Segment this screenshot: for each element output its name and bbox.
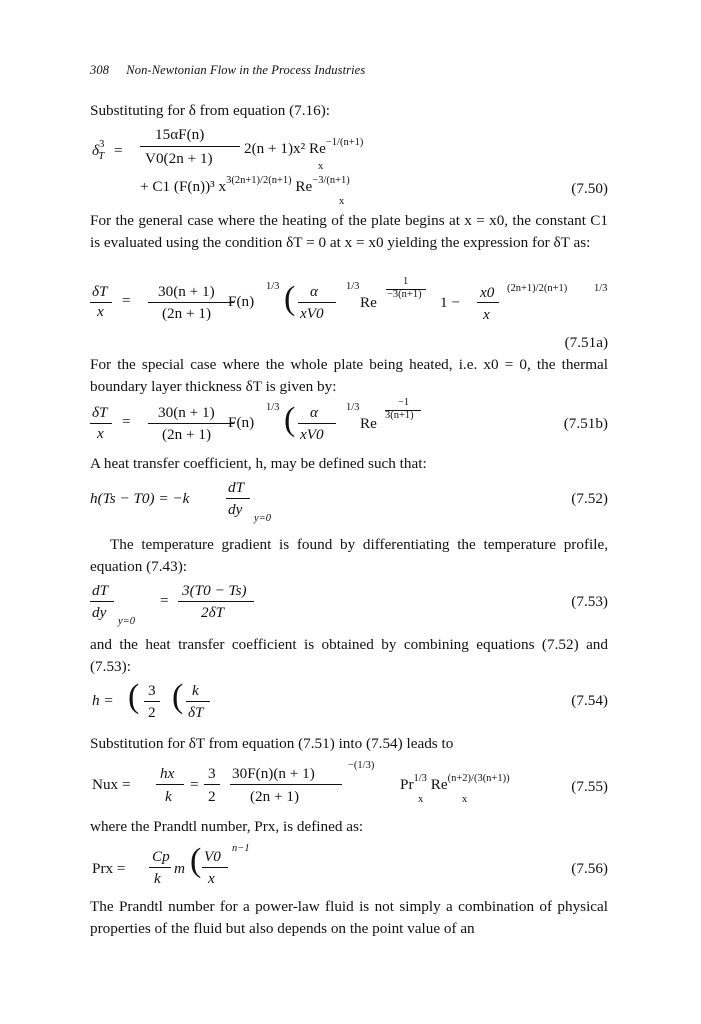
sub-x: x	[418, 794, 424, 805]
xv0: xV0	[300, 305, 324, 322]
xv0: xV0	[300, 426, 324, 443]
frac-num: 3	[148, 682, 156, 699]
eq-number-7-52: (7.52)	[571, 490, 608, 507]
frac-num: 3	[208, 765, 216, 782]
eq-7-53-num: dT	[92, 582, 109, 599]
fraction-bar	[477, 302, 499, 303]
sup: 3(2n+1)/2(n+1)	[226, 175, 292, 186]
paragraph-temperature-gradient: The temperature gradient is found by differentiating the temperature profile, equation (7.43):	[90, 536, 608, 575]
frac-num: hx	[160, 765, 175, 782]
re: Re	[360, 415, 377, 432]
one-minus: 1 −	[440, 294, 460, 311]
paragraph-combining: and the heat transfer coefficient is obtained by combining equations (7.52) and (7.53):	[90, 636, 608, 675]
paragraph-substituting: Substituting for δ from equation (7.16):	[90, 102, 331, 119]
term: + C1 (F(n))³ x	[140, 178, 227, 195]
alpha: α	[310, 283, 318, 300]
paren: (	[128, 678, 140, 715]
pr: Pr	[400, 776, 414, 793]
eq-7-50-lhs: $\delta^3_T$ =	[92, 139, 123, 162]
eq-7-51b-den: (2n + 1)	[162, 426, 212, 443]
pr-re	[400, 773, 510, 794]
sub-x: x	[462, 794, 468, 805]
eq-7-51a-lhs-den: x	[97, 303, 104, 320]
fraction-bar	[204, 784, 220, 785]
sup: −1/(n+1)	[325, 137, 364, 148]
alpha: α	[310, 404, 318, 421]
exp: (2n+1)/2(n+1)	[507, 283, 568, 294]
exp: −(1/3)	[348, 760, 375, 771]
eq-7-52-den: dy	[228, 501, 243, 518]
paren: (	[172, 678, 184, 715]
eq-7-53-den: dy	[92, 604, 107, 621]
fraction-bar	[178, 601, 254, 602]
x0: x0	[480, 284, 495, 301]
exp: n−1	[232, 843, 250, 854]
fraction-bar	[202, 867, 228, 868]
m: m	[174, 860, 185, 877]
fraction-bar	[186, 701, 210, 702]
fraction-bar	[148, 423, 234, 424]
page-number: 308	[90, 63, 110, 77]
eq-7-53-rden: 2δT	[201, 604, 225, 621]
fraction-bar	[298, 423, 336, 424]
eq-number-7-53: (7.53)	[571, 593, 608, 610]
paragraph-heat-transfer-coef: A heat transfer coefficient, h, may be defined such that:	[90, 455, 427, 472]
sup: −3/(n+1)	[312, 175, 350, 186]
frac-den: k	[154, 870, 161, 887]
frac-num: V0	[204, 848, 221, 865]
fraction-bar	[140, 146, 240, 147]
paren: (	[284, 280, 296, 317]
eq-7-50-line2	[140, 175, 350, 196]
sup: (n+2)/(3(n+1))	[447, 773, 510, 784]
paragraph-special-case: For the special case where the whole plate being heated, i.e. x0 = 0, the thermal boundary layer thickness δT is given by:	[90, 356, 608, 395]
sub: T	[98, 151, 105, 162]
fraction-bar	[230, 784, 342, 785]
frac-den: 2	[148, 704, 156, 721]
frac-den: 2	[208, 788, 216, 805]
eq-7-50-num: 15αF(n)	[155, 126, 205, 143]
paragraph-substitution: Substitution for δT from equation (7.51) into (7.54) leads to	[90, 735, 454, 752]
delta-symbol: δ	[92, 142, 100, 159]
eq-7-51b-num: 30(n + 1)	[158, 404, 215, 421]
frac-num: k	[192, 682, 199, 699]
eq-number-7-50: (7.50)	[571, 180, 608, 197]
eval-at: y=0	[254, 513, 271, 524]
re: Re	[295, 178, 313, 195]
re: Re	[360, 294, 377, 311]
eq-number-7-56: (7.56)	[571, 860, 608, 877]
eq-7-51b-f: F(n)	[228, 414, 255, 431]
paren: (	[284, 401, 296, 438]
equals: =	[122, 413, 131, 430]
re-exp-num: −1	[398, 397, 410, 408]
re-exp-den: −3(n+1)	[387, 289, 422, 300]
fraction-bar	[90, 423, 112, 424]
eq-7-50-den: V0(2n + 1)	[145, 150, 213, 167]
sub-x: x	[339, 196, 345, 207]
exp: 1/3	[346, 281, 360, 292]
re-exp-num: 1	[403, 276, 409, 287]
eq-number-7-54: (7.54)	[571, 692, 608, 709]
eq-7-50-rest	[244, 137, 364, 158]
frac-num: Cp	[152, 848, 170, 865]
eq-7-55-lhs: Nux =	[92, 776, 131, 793]
frac-den: k	[165, 788, 172, 805]
eq-7-51a-den: (2n + 1)	[162, 305, 212, 322]
fraction-bar	[156, 784, 184, 785]
sup: 3	[99, 139, 105, 150]
eq-7-52-lhs: h(Ts − T0) = −k	[90, 490, 190, 507]
sup: 1/3	[413, 773, 427, 784]
eq-7-51a-lhs-num: δT	[92, 283, 108, 300]
exp: 1/3	[266, 281, 280, 292]
equals: =	[160, 592, 169, 609]
fraction-bar	[148, 302, 234, 303]
frac-num: 30F(n)(n + 1)	[232, 765, 315, 782]
exp: 1/3	[594, 283, 608, 294]
paren: (	[190, 842, 202, 879]
frac-den: (2n + 1)	[250, 788, 300, 805]
eq-7-51a-num: 30(n + 1)	[158, 283, 215, 300]
eq-number-7-55: (7.55)	[571, 778, 608, 795]
x: x	[483, 306, 490, 323]
fraction-bar	[226, 498, 250, 499]
frac-den: x	[208, 870, 215, 887]
sub-x: x	[318, 161, 324, 172]
equals: =	[122, 292, 131, 309]
exp: 1/3	[266, 402, 280, 413]
eq-7-52-num: dT	[228, 479, 245, 496]
eq-7-51a-f: F(n)	[228, 293, 255, 310]
fraction-bar	[149, 867, 171, 868]
eq-number-7-51a: (7.51a)	[564, 334, 608, 351]
exp: 1/3	[346, 402, 360, 413]
eq-number-7-51b: (7.51b)	[563, 415, 608, 432]
term: 2(n + 1)x² Re	[244, 140, 326, 157]
re: Re	[430, 776, 448, 793]
frac-den: δT	[188, 704, 204, 721]
re-exp-den: 3(n+1)	[385, 410, 414, 421]
paragraph-general-case: For the general case where the heating of the plate begins at x = x0, the constant C1 is evaluated using the condition δT = 0 at x = x0 yielding the expression for δT as:	[90, 212, 608, 251]
running-header	[90, 63, 365, 78]
eq-7-51b-lhs-num: δT	[92, 404, 108, 421]
eq-7-54-lhs: h =	[92, 692, 114, 709]
running-title: Non-Newtonian Flow in the Process Industries	[126, 63, 366, 77]
fraction-bar	[144, 701, 160, 702]
eq-7-53-rnum: 3(T0 − Ts)	[182, 582, 247, 599]
fraction-bar	[90, 601, 114, 602]
eval-at: y=0	[118, 616, 135, 627]
eq-7-56-lhs: Prx =	[92, 860, 126, 877]
paragraph-prandtl-def: where the Prandtl number, Prx, is defined as:	[90, 818, 364, 835]
paragraph-prandtl-note: The Prandtl number for a power-law fluid is not simply a combination of physical properties of the fluid but also depends on the point value of an	[90, 898, 608, 937]
eq-7-51b-lhs-den: x	[97, 425, 104, 442]
fraction-bar	[298, 302, 336, 303]
equals: =	[190, 776, 199, 793]
